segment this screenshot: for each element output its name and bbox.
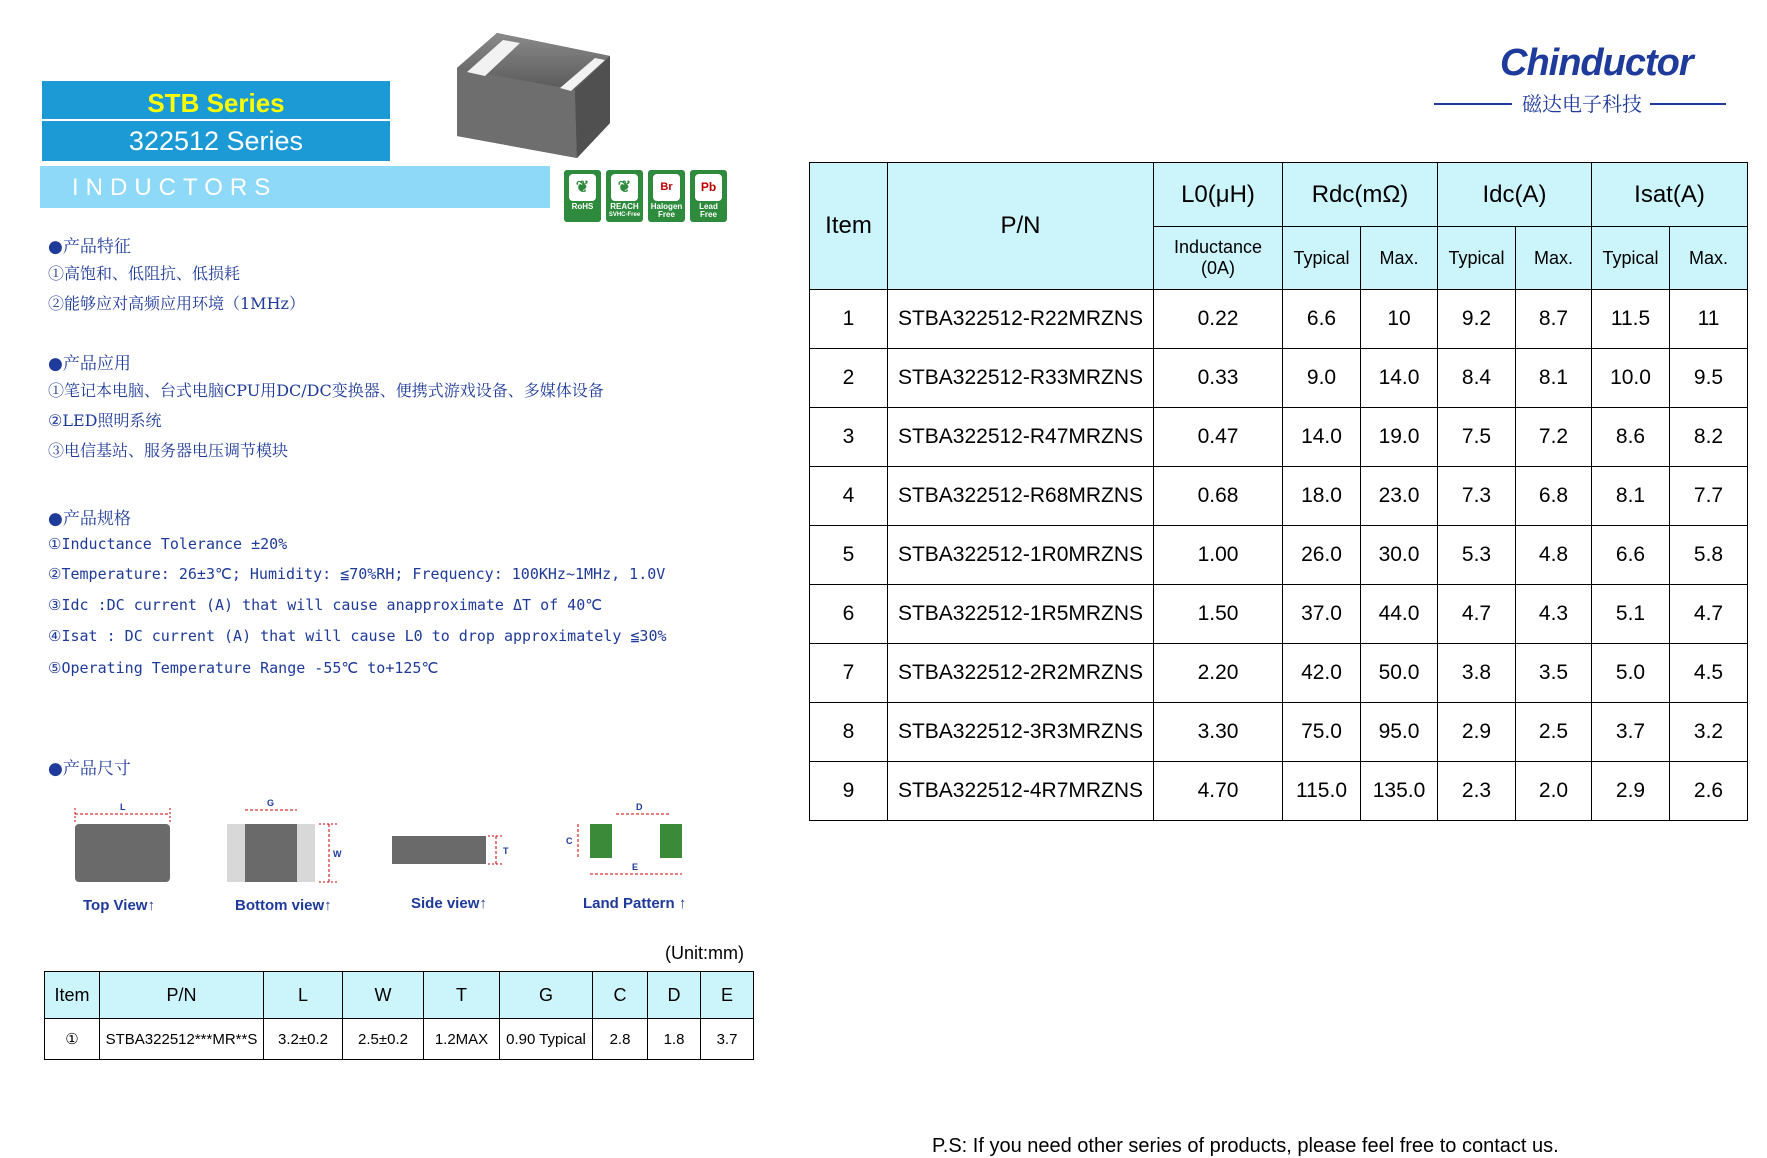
cell: 7 xyxy=(810,644,888,703)
dim-label-c: C xyxy=(566,836,573,846)
header-cell: C xyxy=(593,972,648,1019)
top-view-label: Top View↑ xyxy=(83,897,155,914)
cell: 3.7 xyxy=(701,1019,754,1060)
subheader-max: Max. xyxy=(1516,227,1592,290)
cell: 4.7 xyxy=(1438,585,1516,644)
table-row xyxy=(45,1019,754,1060)
applications-heading: ●产品应用 xyxy=(48,354,131,374)
cell: STBA322512-2R2MRZNS xyxy=(888,644,1154,703)
header-pn: P/N xyxy=(888,163,1154,290)
header-cell: P/N xyxy=(100,972,264,1019)
cell: 8.1 xyxy=(1592,467,1670,526)
spec-item: ③Idc :DC current (A) that will cause anapproximate ΔT of 40℃ xyxy=(48,596,603,614)
application-item: ①笔记本电脑、台式电脑CPU用DC/DC变换器、便携式游戏设备、多媒体设备 xyxy=(48,381,604,400)
land-pattern-diagram xyxy=(560,800,690,880)
cell: 19.0 xyxy=(1361,408,1438,467)
cell: 115.0 xyxy=(1283,762,1361,821)
cell: 10 xyxy=(1361,290,1438,349)
cell: 1.00 xyxy=(1154,526,1283,585)
spec-item: ②Temperature: 26±3℃; Humidity: ≦70%RH; Frequency: 100KHz~1MHz, 1.0V xyxy=(48,565,666,583)
cell: 42.0 xyxy=(1283,644,1361,703)
electrical-table-header xyxy=(810,163,1748,227)
cell: 2.8 xyxy=(593,1019,648,1060)
dimension-table-header xyxy=(45,972,754,1019)
cell: 14.0 xyxy=(1361,349,1438,408)
spec-item: ①Inductance Tolerance ±20% xyxy=(48,535,288,553)
cell: 9 xyxy=(810,762,888,821)
electrical-table xyxy=(809,162,1748,821)
category-banner: INDUCTORS xyxy=(40,166,550,208)
cell: 1.8 xyxy=(648,1019,701,1060)
feature-item: ①高饱和、低阻抗、低损耗 xyxy=(48,264,241,283)
spec-item: ④Isat : DC current (A) that will cause L0 to drop approximately ≦30% xyxy=(48,627,667,645)
features-heading: ●产品特征 xyxy=(48,237,131,257)
lead-free-icon: Pb xyxy=(695,174,722,201)
cell: 2 xyxy=(810,349,888,408)
subheader-typical: Typical xyxy=(1592,227,1670,290)
cell: 8.2 xyxy=(1670,408,1748,467)
cell: 7.2 xyxy=(1516,408,1592,467)
cell: 4.5 xyxy=(1670,644,1748,703)
top-view-diagram xyxy=(70,800,175,885)
cell: 95.0 xyxy=(1361,703,1438,762)
cell: 3 xyxy=(810,408,888,467)
subheader-typical: Typical xyxy=(1438,227,1516,290)
header-cell: G xyxy=(500,972,593,1019)
cell: 2.5 xyxy=(1516,703,1592,762)
table-row xyxy=(810,290,1748,349)
header-cell: W xyxy=(343,972,424,1019)
cell: 4.7 xyxy=(1670,585,1748,644)
cell: 6.6 xyxy=(1283,290,1361,349)
cell: 2.5±0.2 xyxy=(343,1019,424,1060)
cell: 44.0 xyxy=(1361,585,1438,644)
header-cell: D xyxy=(648,972,701,1019)
cell: 6.8 xyxy=(1516,467,1592,526)
dim-label-d: D xyxy=(636,802,643,812)
table-row xyxy=(810,703,1748,762)
cell: 2.6 xyxy=(1670,762,1748,821)
cell: 5.0 xyxy=(1592,644,1670,703)
cell: 7.5 xyxy=(1438,408,1516,467)
specs-heading: ●产品规格 xyxy=(48,509,131,529)
dim-label-e: E xyxy=(632,862,639,872)
cell: 18.0 xyxy=(1283,467,1361,526)
cell: 7.3 xyxy=(1438,467,1516,526)
logo-divider xyxy=(1650,103,1726,105)
halogen-free-badge: Br Halogen Free xyxy=(648,170,685,222)
cell: STBA322512-R22MRZNS xyxy=(888,290,1154,349)
cell: 2.0 xyxy=(1516,762,1592,821)
unit-label: (Unit:mm) xyxy=(665,943,744,963)
subheader-typical: Typical xyxy=(1283,227,1361,290)
table-row xyxy=(810,467,1748,526)
cell: 75.0 xyxy=(1283,703,1361,762)
cell: 5.3 xyxy=(1438,526,1516,585)
cell: 4.70 xyxy=(1154,762,1283,821)
brand-subtitle: 磁达电子科技 xyxy=(1522,94,1642,116)
cell: 9.5 xyxy=(1670,349,1748,408)
cell: 4 xyxy=(810,467,888,526)
table-row xyxy=(810,408,1748,467)
dimensions-heading: ●产品尺寸 xyxy=(48,759,131,779)
cell: ① xyxy=(45,1019,100,1060)
cell: 5.1 xyxy=(1592,585,1670,644)
cell: STBA322512-R33MRZNS xyxy=(888,349,1154,408)
spec-item: ⑤Operating Temperature Range -55℃ to+125℃ xyxy=(48,659,439,677)
header-rdc: Rdc(mΩ) xyxy=(1283,163,1438,227)
contact-note: P.S: If you need other series of products, please feel free to contact us. xyxy=(932,1135,1559,1157)
cell: 3.30 xyxy=(1154,703,1283,762)
side-view-label: Side view↑ xyxy=(411,895,487,912)
table-row xyxy=(810,762,1748,821)
cell: 0.90 Typical xyxy=(500,1019,593,1060)
cell: 26.0 xyxy=(1283,526,1361,585)
halogen-icon: Br xyxy=(653,174,680,201)
dim-label-t: T xyxy=(503,846,509,856)
header-l0: L0(μH) xyxy=(1154,163,1283,227)
cell: STBA322512-3R3MRZNS xyxy=(888,703,1154,762)
cell: 8.1 xyxy=(1516,349,1592,408)
cell: STBA322512-R47MRZNS xyxy=(888,408,1154,467)
dim-label-w: W xyxy=(333,849,342,859)
table-row xyxy=(810,585,1748,644)
cell: 3.7 xyxy=(1592,703,1670,762)
application-item: ③电信基站、服务器电压调节模块 xyxy=(48,441,289,460)
cell: STBA322512-R68MRZNS xyxy=(888,467,1154,526)
cell: 135.0 xyxy=(1361,762,1438,821)
cell: 0.68 xyxy=(1154,467,1283,526)
series-subtitle: 322512 Series xyxy=(42,119,390,161)
cell: 6.6 xyxy=(1592,526,1670,585)
header-isat: Isat(A) xyxy=(1592,163,1748,227)
cell: 3.2±0.2 xyxy=(264,1019,343,1060)
cell: 3.8 xyxy=(1438,644,1516,703)
cell: 4.8 xyxy=(1516,526,1592,585)
dim-label-l: L xyxy=(120,802,126,812)
header-cell: Item xyxy=(45,972,100,1019)
cell: 30.0 xyxy=(1361,526,1438,585)
subheader-inductance: Inductance (0A) xyxy=(1154,227,1283,290)
cell: 9.0 xyxy=(1283,349,1361,408)
bottom-view-diagram xyxy=(225,796,350,886)
bottom-view-label: Bottom view↑ xyxy=(235,897,332,914)
cell: 0.47 xyxy=(1154,408,1283,467)
leaf-icon: ❦ xyxy=(569,174,596,201)
feature-item: ②能够应对高频应用环境（1MHz） xyxy=(48,294,305,313)
cell: STBA322512***MR**S xyxy=(100,1019,264,1060)
cell: 10.0 xyxy=(1592,349,1670,408)
cell: STBA322512-1R0MRZNS xyxy=(888,526,1154,585)
cell: 8.4 xyxy=(1438,349,1516,408)
leaf-icon: ❦ xyxy=(611,174,638,201)
cell: 1.50 xyxy=(1154,585,1283,644)
cell: 0.22 xyxy=(1154,290,1283,349)
cell: 11 xyxy=(1670,290,1748,349)
cell: 2.9 xyxy=(1438,703,1516,762)
inductor-chip-image xyxy=(445,28,615,160)
cell: 2.20 xyxy=(1154,644,1283,703)
application-item: ②LED照明系统 xyxy=(48,411,162,430)
cell: 8.6 xyxy=(1592,408,1670,467)
cell: 6 xyxy=(810,585,888,644)
brand-logo: Chinductor xyxy=(1500,42,1693,84)
cell: 5 xyxy=(810,526,888,585)
subheader-max: Max. xyxy=(1670,227,1748,290)
header-item: Item xyxy=(810,163,888,290)
cell: 11.5 xyxy=(1592,290,1670,349)
cell: 1.2MAX xyxy=(424,1019,500,1060)
cell: 9.2 xyxy=(1438,290,1516,349)
header-cell: T xyxy=(424,972,500,1019)
table-row xyxy=(810,526,1748,585)
dimension-table xyxy=(44,971,754,1060)
cell: 2.9 xyxy=(1592,762,1670,821)
cell: 0.33 xyxy=(1154,349,1283,408)
cell: 23.0 xyxy=(1361,467,1438,526)
side-view-diagram xyxy=(390,826,515,876)
cell: STBA322512-1R5MRZNS xyxy=(888,585,1154,644)
reach-badge: ❦ REACH SVHC-Free xyxy=(606,170,643,222)
lead-free-badge: Pb Lead Free xyxy=(690,170,727,222)
rohs-badge: ❦ RoHS xyxy=(564,170,601,222)
cell: 8.7 xyxy=(1516,290,1592,349)
cell: 14.0 xyxy=(1283,408,1361,467)
table-row xyxy=(810,644,1748,703)
cell: 1 xyxy=(810,290,888,349)
cell: 50.0 xyxy=(1361,644,1438,703)
cell: 8 xyxy=(810,703,888,762)
cell: 4.3 xyxy=(1516,585,1592,644)
series-title: STB Series xyxy=(42,81,390,119)
cell: 7.7 xyxy=(1670,467,1748,526)
subheader-max: Max. xyxy=(1361,227,1438,290)
land-pattern-label: Land Pattern ↑ xyxy=(583,895,687,912)
dim-label-g: G xyxy=(267,798,275,808)
cell: 3.2 xyxy=(1670,703,1748,762)
cell: 5.8 xyxy=(1670,526,1748,585)
header-cell: L xyxy=(264,972,343,1019)
header-cell: E xyxy=(701,972,754,1019)
header-idc: Idc(A) xyxy=(1438,163,1592,227)
cell: STBA322512-4R7MRZNS xyxy=(888,762,1154,821)
cell: 3.5 xyxy=(1516,644,1592,703)
table-row xyxy=(810,349,1748,408)
cell: 2.3 xyxy=(1438,762,1516,821)
cell: 37.0 xyxy=(1283,585,1361,644)
